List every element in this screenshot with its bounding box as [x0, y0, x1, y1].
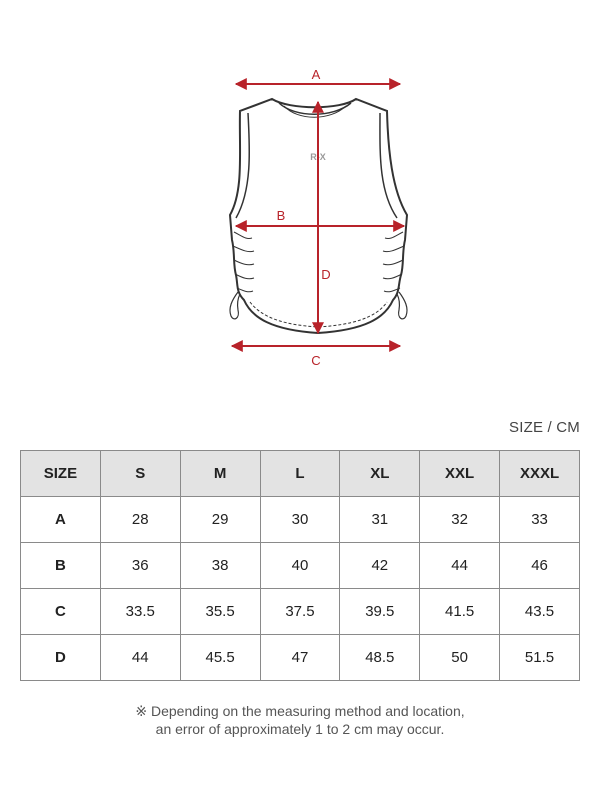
- table-cell: 43.5: [500, 589, 580, 635]
- row-label: A: [21, 497, 101, 543]
- measurement-arrows: [232, 84, 404, 346]
- table-cell: 50: [420, 635, 500, 681]
- row-label: D: [21, 635, 101, 681]
- table-cell: 32: [420, 497, 500, 543]
- table-cell: 30: [260, 497, 340, 543]
- table-cell: 42: [340, 543, 420, 589]
- header-xxl: XXL: [420, 451, 500, 497]
- table-cell: 35.5: [180, 589, 260, 635]
- measurement-note-line1: ※ Depending on the measuring method and location,: [135, 703, 465, 719]
- left-drawstring: [230, 292, 240, 319]
- table-cell: 48.5: [340, 635, 420, 681]
- table-cell: 44: [100, 635, 180, 681]
- table-cell: 29: [180, 497, 260, 543]
- unit-label: SIZE / CM: [509, 419, 580, 436]
- table-cell: 38: [180, 543, 260, 589]
- header-m: M: [180, 451, 260, 497]
- row-label: B: [21, 543, 101, 589]
- table-cell: 33.5: [100, 589, 180, 635]
- table-cell: 39.5: [340, 589, 420, 635]
- row-label: C: [21, 589, 101, 635]
- label-a: A: [311, 67, 321, 82]
- table-cell: 33: [500, 497, 580, 543]
- table-cell: 40: [260, 543, 340, 589]
- header-xxxl: XXXL: [500, 451, 580, 497]
- table-cell: 45.5: [180, 635, 260, 681]
- header-xl: XL: [340, 451, 420, 497]
- label-b: B: [276, 208, 286, 223]
- measurement-note-line2: an error of approximately 1 to 2 cm may occur.: [155, 721, 445, 737]
- table-cell: 28: [100, 497, 180, 543]
- table-cell: 41.5: [420, 589, 500, 635]
- table-cell: 46: [500, 543, 580, 589]
- table-row: [21, 543, 580, 589]
- right-drawstring: [397, 292, 407, 319]
- brand-logo: R-X: [310, 152, 326, 162]
- label-d: D: [321, 267, 331, 282]
- header-size: SIZE: [21, 451, 101, 497]
- left-armhole: [236, 113, 249, 218]
- table-header-row: [21, 451, 580, 497]
- table-cell: 44: [420, 543, 500, 589]
- label-c: C: [311, 353, 321, 368]
- garment-diagram: [0, 0, 600, 390]
- header-s: S: [100, 451, 180, 497]
- table-cell: 47: [260, 635, 340, 681]
- table-row: [21, 497, 580, 543]
- table-cell: 36: [100, 543, 180, 589]
- table-row: [21, 635, 580, 681]
- table-cell: 51.5: [500, 635, 580, 681]
- size-table: [20, 450, 580, 681]
- table-cell: 37.5: [260, 589, 340, 635]
- table-cell: 31: [340, 497, 420, 543]
- table-row: [21, 589, 580, 635]
- header-l: L: [260, 451, 340, 497]
